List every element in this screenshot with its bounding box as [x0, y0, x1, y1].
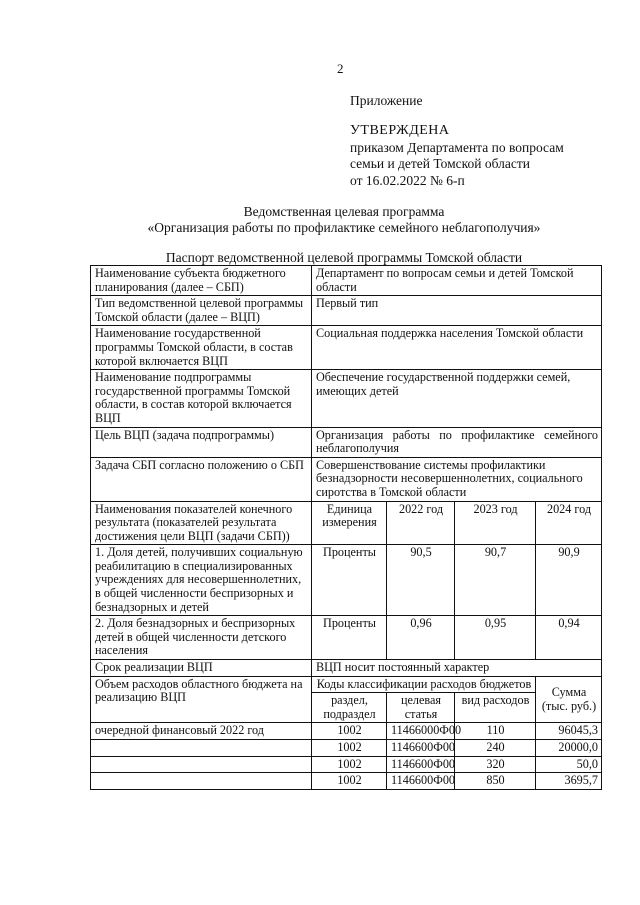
expense-type: 110 [455, 723, 536, 740]
appendix-label: Приложение [350, 93, 423, 108]
table-row [91, 457, 602, 501]
expense-sum: 96045,3 [536, 723, 602, 740]
expenses-label: Объем расходов областного бюджета на реализацию ВЦП [91, 676, 312, 723]
indicator-unit: Проценты [312, 616, 387, 660]
term-value: ВЦП носит постоянный характер [312, 660, 602, 677]
table-row [91, 616, 602, 660]
table-row [91, 660, 602, 677]
expense-section: 1002 [312, 723, 387, 740]
indicator-name: 2. Доля безнадзорных и беспризорных детей в общей численности детского населения [91, 616, 312, 660]
indicator-name: 1. Доля детей, получивших социальную реабилитацию в специализированных учреждениях для несовершеннолетних, в общей численности беспризорных и безнадзорных и детей [91, 545, 312, 616]
state-program-label: Наименование государственной программы Томской области, в состав которой включается ВЦП [91, 326, 312, 370]
empty-cell [91, 740, 312, 757]
table-row [91, 296, 602, 326]
approval-line-2: семьи и детей Томской области [350, 156, 531, 171]
table-row [91, 756, 602, 773]
expense-type: 850 [455, 773, 536, 790]
table-row [91, 501, 602, 545]
approval-title: УТВЕРЖДЕНА [350, 123, 450, 138]
target-header: целевая статья [387, 693, 455, 723]
empty-cell [91, 773, 312, 790]
expense-target: 1146600Ф00 [387, 756, 455, 773]
table-row [91, 427, 602, 457]
year-header: 2023 год [455, 501, 536, 545]
expense-section: 1002 [312, 740, 387, 757]
year-header: 2022 год [387, 501, 455, 545]
sbp-value: Департамент по вопросам семьи и детей Томской области [312, 266, 602, 296]
table-row [91, 723, 602, 740]
program-title-line-1: Ведомственная целевая программа [243, 204, 445, 219]
page-number: 2 [337, 61, 344, 76]
program-title-line-2: «Организация работы по профилактике семейного неблагополучия» [147, 219, 541, 235]
sum-header: Сумма (тыс. руб.) [536, 676, 602, 723]
expense-type: 240 [455, 740, 536, 757]
type-header: вид расходов [455, 693, 536, 723]
expense-section: 1002 [312, 773, 387, 790]
passport-title: Паспорт ведомственной целевой программы Томской области [165, 250, 523, 265]
indicator-value: 0,94 [536, 616, 602, 660]
type-label: Тип ведомственной целевой программы Томской области (далее – ВЦП) [91, 296, 312, 326]
empty-cell [91, 756, 312, 773]
type-value: Первый тип [312, 296, 602, 326]
approval-line-3: от 16.02.2022 № 6-п [350, 172, 465, 188]
expense-target: 11466000Ф00 [387, 723, 455, 740]
expense-type: 320 [455, 756, 536, 773]
task-value: Совершенствование системы профилактики безнадзорности несовершеннолетних, социального сиротства в Томской области [312, 457, 602, 501]
approval-line-1: приказом Департамента по вопросам [350, 139, 564, 155]
goal-value: Организация работы по профилактике семейного неблагополучия [312, 427, 602, 457]
indicator-value: 0,96 [387, 616, 455, 660]
expense-sum: 3695,7 [536, 773, 602, 790]
subprogram-value: Обеспечение государственной поддержки семей, имеющих детей [312, 370, 602, 427]
table-row [91, 676, 602, 693]
expense-sum: 20000,0 [536, 740, 602, 757]
expense-target: 1146600Ф00 [387, 740, 455, 757]
table-row [91, 370, 602, 427]
section-header: раздел, подраздел [312, 693, 387, 723]
expense-target: 1146600Ф00 [387, 773, 455, 790]
subprogram-label: Наименование подпрограммы государственной программы Томской области, в состав которой включается ВЦП [91, 370, 312, 427]
expense-section: 1002 [312, 756, 387, 773]
goal-label: Цель ВЦП (задача подпрограммы) [91, 427, 312, 457]
table-row [91, 773, 602, 790]
passport-table [90, 265, 602, 790]
year-header: 2024 год [536, 501, 602, 545]
table-row [91, 326, 602, 370]
table-row [91, 740, 602, 757]
period-label: очередной финансовый 2022 год [91, 723, 312, 740]
codes-header: Коды классификации расходов бюджетов [312, 676, 536, 693]
indicator-value: 90,7 [455, 545, 536, 616]
indicator-value: 90,5 [387, 545, 455, 616]
indicators-header: Наименования показателей конечного результата (показателей результата достижения цели ВЦП (задачи СБП)) [91, 501, 312, 545]
table-row [91, 266, 602, 296]
indicator-value: 90,9 [536, 545, 602, 616]
program-title [90, 204, 598, 235]
unit-header: Единица измерения [312, 501, 387, 545]
indicator-value: 0,95 [455, 616, 536, 660]
table-row [91, 545, 602, 616]
task-label: Задача СБП согласно положению о СБП [91, 457, 312, 501]
indicator-unit: Проценты [312, 545, 387, 616]
expense-sum: 50,0 [536, 756, 602, 773]
state-program-value: Социальная поддержка населения Томской области [312, 326, 602, 370]
term-label: Срок реализации ВЦП [91, 660, 312, 677]
approval-block [350, 123, 564, 189]
sbp-label: Наименование субъекта бюджетного планирования (далее – СБП) [91, 266, 312, 296]
